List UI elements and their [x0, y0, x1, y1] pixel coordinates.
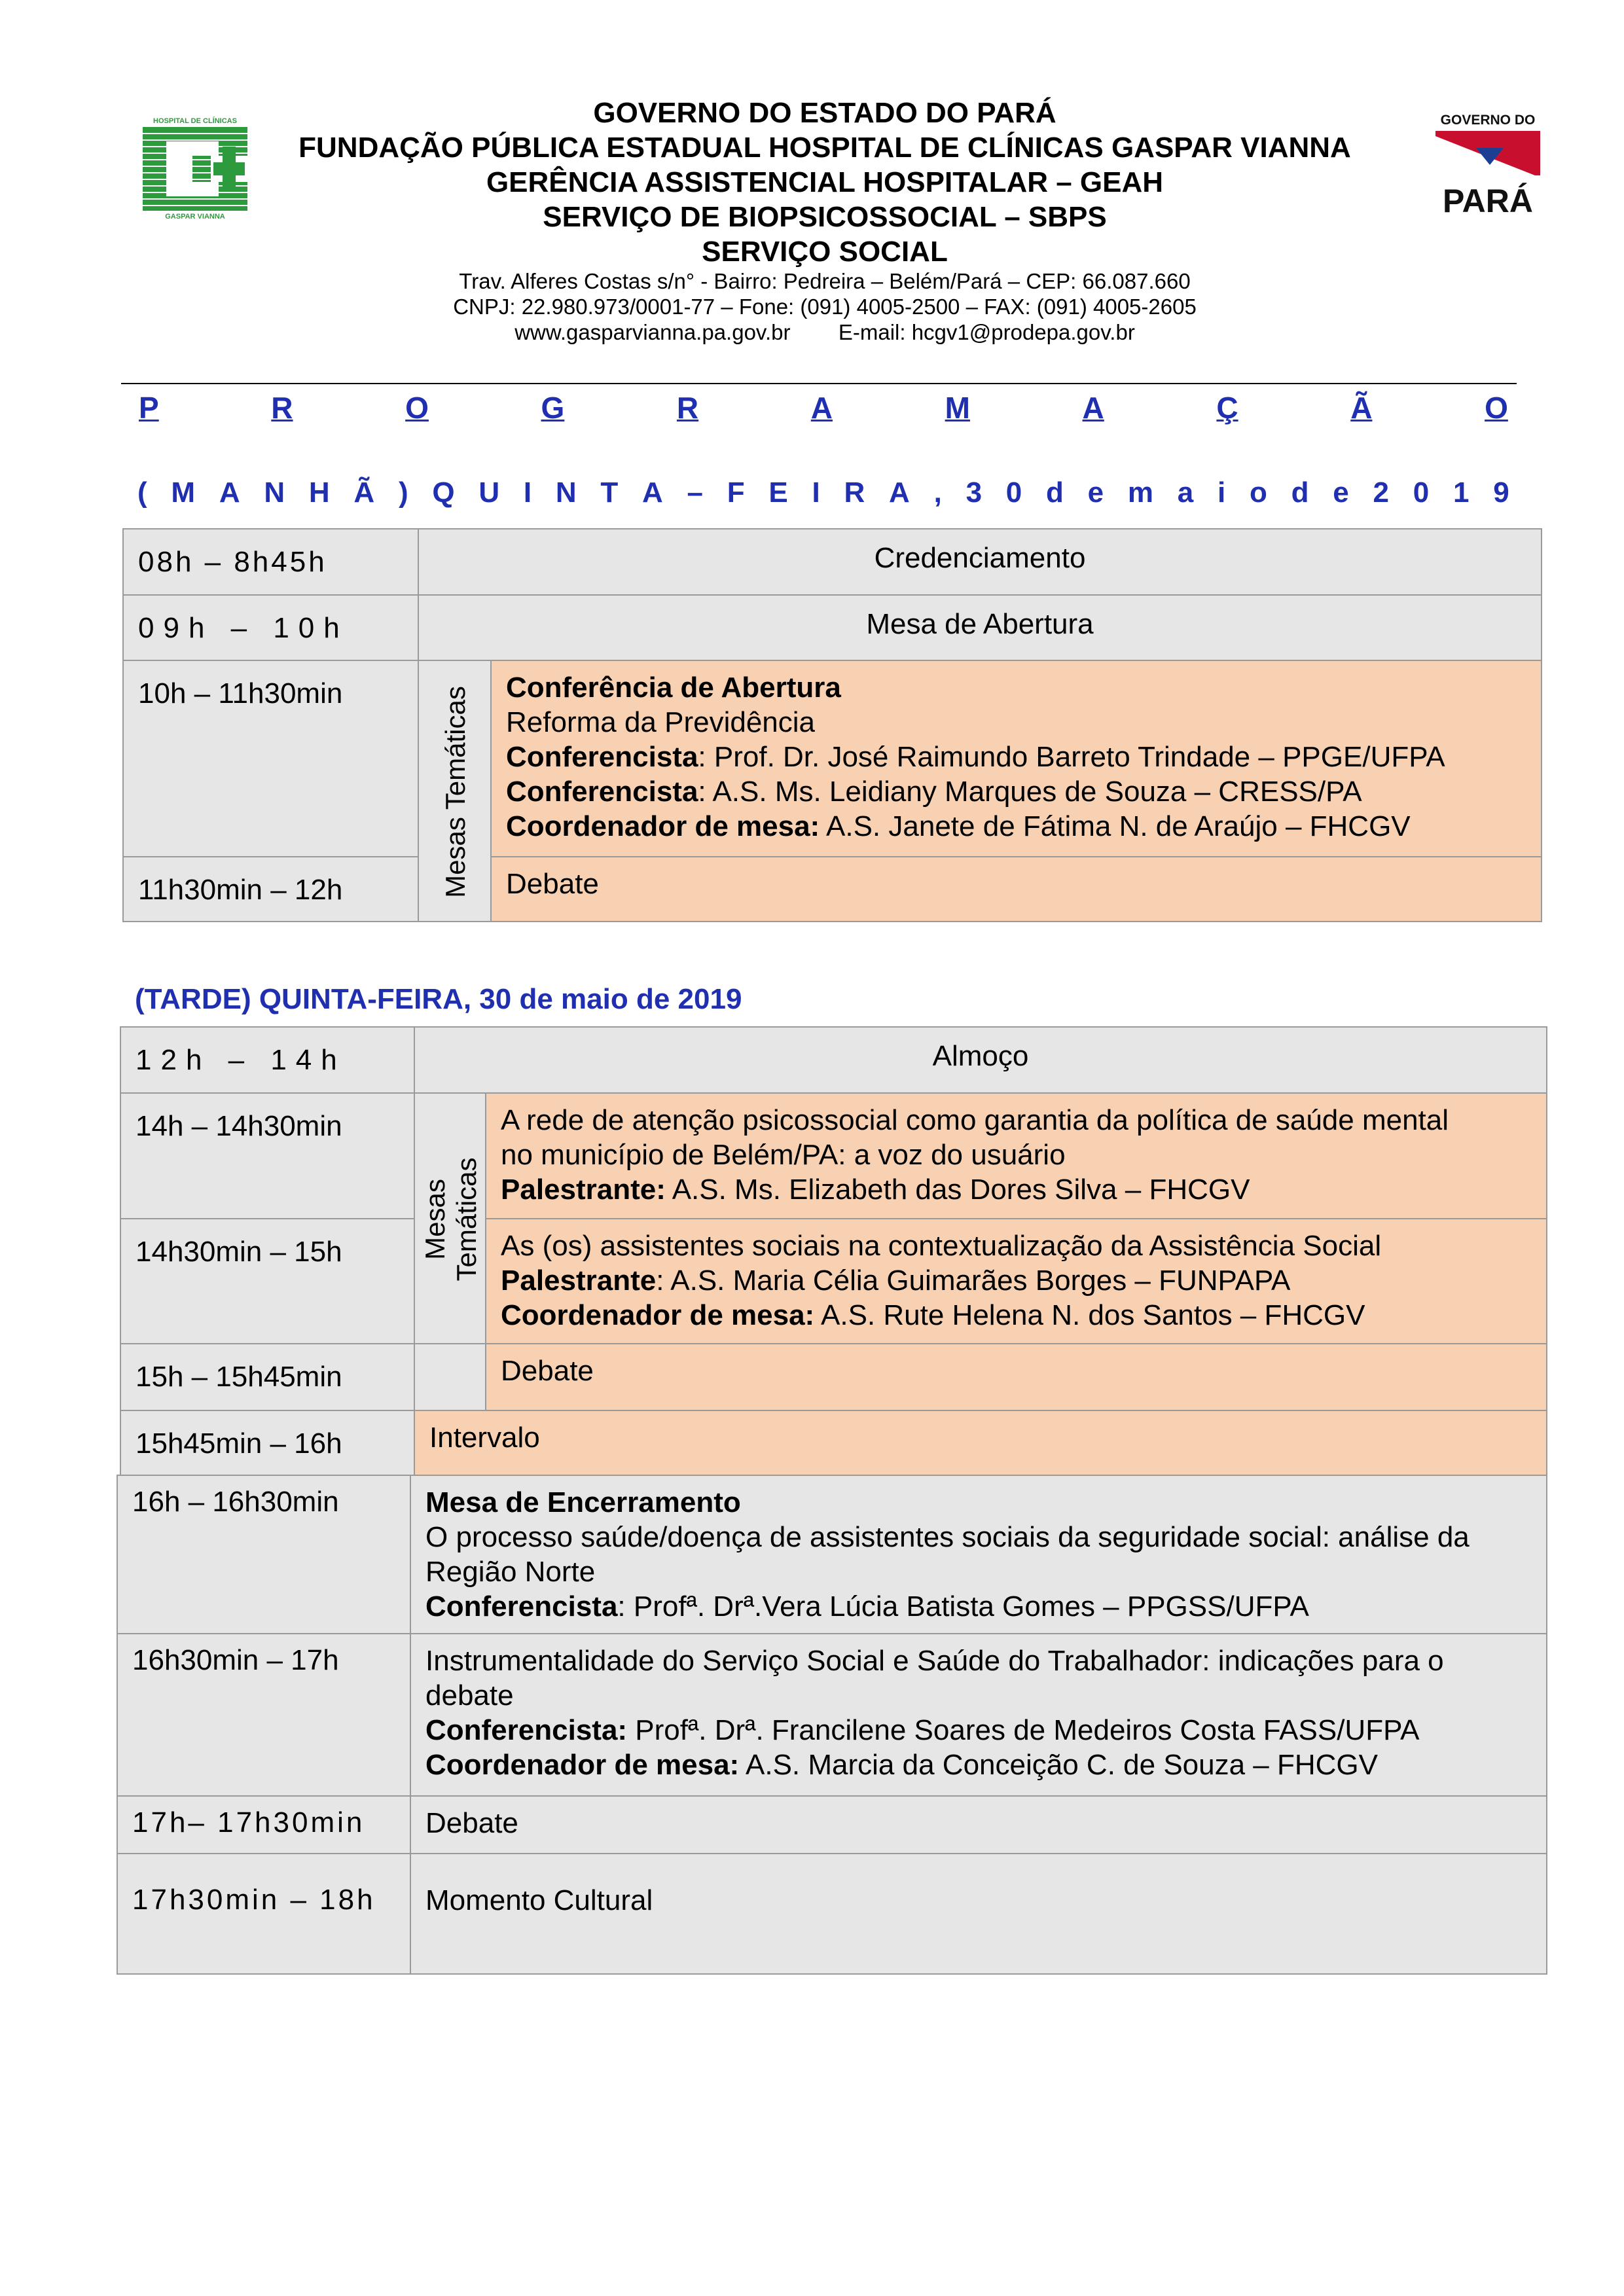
manha-title-char: m	[1127, 476, 1154, 509]
title-letter: P	[139, 391, 159, 425]
manha-title-char: E	[768, 476, 788, 509]
time-cell: 12h – 14h	[120, 1026, 415, 1094]
mesas-tematicas-side-cell	[414, 1092, 486, 1344]
session-text: O processo saúde/doença de assistentes sociais da seguridade social: análise da	[425, 1521, 1470, 1553]
manha-title-char: U	[478, 476, 500, 509]
svg-text:GASPAR VIANNA: GASPAR VIANNA	[165, 213, 225, 220]
manha-title-char: 9	[1493, 476, 1509, 509]
instrumentalidade-cell	[410, 1633, 1547, 1797]
intervalo-cell: Intervalo	[414, 1410, 1547, 1476]
talk-2-cell	[485, 1218, 1547, 1344]
header-line-3: GERÊNCIA ASSISTENCIAL HOSPITALAR – GEAH	[486, 166, 1164, 198]
mesas-tematicas-label: Mesas Temáticas	[440, 686, 471, 898]
manha-title-char: A	[889, 476, 910, 509]
manha-title-char: )	[398, 476, 408, 509]
manha-title-char: F	[727, 476, 745, 509]
debate-cell: Debate	[490, 856, 1542, 922]
coordinator-label: Coordenador de mesa:	[506, 810, 820, 842]
session-text-cont: debate	[425, 1679, 514, 1712]
session-text-cont: Região Norte	[425, 1556, 596, 1588]
talk-title-cont: no município de Belém/PA: a voz do usuário	[501, 1139, 1066, 1171]
manha-title-char: e	[1087, 476, 1104, 509]
time-cell: 09h – 10h	[122, 594, 419, 661]
manha-title-char: A	[219, 476, 240, 509]
time-cell: 11h30min – 12h	[122, 856, 419, 922]
mesa-encerramento-cell	[410, 1475, 1547, 1634]
manha-title-char: T	[600, 476, 619, 509]
conferencia-abertura-cell	[490, 660, 1542, 857]
manha-title-char: H	[308, 476, 330, 509]
hospital-logo	[139, 115, 251, 220]
mesas-tematicas-side-cell	[418, 660, 492, 922]
time-cell: 14h – 14h30min	[120, 1092, 415, 1219]
header-line-5: SERVIÇO SOCIAL	[702, 236, 948, 268]
manha-title-char: 1	[1453, 476, 1470, 509]
session-title: Conferência de Abertura	[506, 672, 841, 704]
header-line-4: SERVIÇO DE BIOPSICOSSOCIAL – SBPS	[543, 201, 1107, 233]
manha-title-char: i	[1218, 476, 1226, 509]
session-title: Mesa de Encerramento	[425, 1486, 741, 1518]
mesa-abertura-cell: Mesa de Abertura	[418, 594, 1542, 661]
speaker-name: : A.S. Maria Célia Guimarães Borges – FUNPAPA	[656, 1265, 1291, 1297]
manha-title-char: 2	[1373, 476, 1389, 509]
time-cell: 10h – 11h30min	[122, 660, 419, 857]
coordinator-label: Coordenador de mesa:	[425, 1749, 740, 1781]
manha-title-char: M	[171, 476, 196, 509]
header-address: Trav. Alferes Costas s/n° - Bairro: Pedreira – Belém/Pará – CEP: 66.087.660	[459, 269, 1191, 293]
manha-title-char: o	[1250, 476, 1267, 509]
time-cell: 14h30min – 15h	[120, 1218, 415, 1344]
coordinator-name: A.S. Janete de Fátima N. de Araújo – FHCGV	[820, 810, 1411, 842]
speaker-label: Conferencista	[506, 741, 698, 773]
governo-para-logo	[1430, 110, 1545, 215]
credenciamento-cell: Credenciamento	[418, 528, 1542, 596]
speaker-label: Palestrante:	[501, 1174, 666, 1206]
title-letter: A	[1082, 391, 1104, 425]
speaker-name: : Profª. Drª.Vera Lúcia Batista Gomes – PPGSS/UFPA	[617, 1590, 1309, 1623]
manha-title-char: N	[555, 476, 577, 509]
title-letter: R	[676, 391, 699, 425]
title-letter: G	[541, 391, 565, 425]
time-cell: 15h – 15h45min	[120, 1343, 415, 1411]
speaker-label: Conferencista	[506, 776, 698, 808]
programacao-title	[139, 390, 1508, 425]
manha-title-char: I	[523, 476, 532, 509]
header-divider	[121, 383, 1517, 384]
svg-text:HOSPITAL DE CLÍNICAS: HOSPITAL DE CLÍNICAS	[153, 117, 237, 125]
manha-title-char: R	[844, 476, 865, 509]
manha-title-char: e	[1333, 476, 1349, 509]
session-subtitle: Reforma da Previdência	[506, 706, 816, 738]
svg-text:GOVERNO DO: GOVERNO DO	[1440, 113, 1536, 128]
speaker-name: A.S. Ms. Elizabeth das Dores Silva – FHCGV	[665, 1174, 1250, 1206]
blank-cell	[414, 1343, 486, 1411]
manha-title-char: A	[642, 476, 663, 509]
coordinator-label: Coordenador de mesa:	[501, 1299, 815, 1331]
session-text: Instrumentalidade do Serviço Social e Saúde do Trabalhador: indicações para o	[425, 1645, 1444, 1677]
almoco-cell: Almoço	[414, 1026, 1547, 1094]
manha-title-char: N	[264, 476, 285, 509]
speaker-label: Conferencista:	[425, 1714, 628, 1746]
momento-cultural-cell: Momento Cultural	[410, 1853, 1547, 1975]
manha-title-char: 3	[965, 476, 983, 509]
speaker-name: Profª. Drª. Francilene Soares de Medeiros Costa FASS/UFPA	[627, 1714, 1420, 1746]
title-letter: Ç	[1216, 391, 1238, 425]
talk-title: A rede de atenção psicossocial como garantia da política de saúde mental	[501, 1104, 1449, 1136]
debate-cell: Debate	[485, 1343, 1547, 1411]
mesas-tematicas-label: Mesas Temáticas	[420, 1157, 482, 1282]
time-cell: 16h30min – 17h	[117, 1633, 411, 1797]
time-cell: 17h30min – 18h	[117, 1853, 411, 1975]
title-letter: O	[405, 391, 429, 425]
speaker-name: : Prof. Dr. José Raimundo Barreto Trindade – PPGE/UFPA	[698, 741, 1445, 773]
manha-title-char: I	[812, 476, 820, 509]
svg-text:PARÁ: PARÁ	[1443, 183, 1533, 215]
manha-title-char: 0	[1005, 476, 1022, 509]
header-line-2: FUNDAÇÃO PÚBLICA ESTADUAL HOSPITAL DE CLÍNICAS GASPAR VIANNA	[298, 132, 1351, 164]
manha-title-char: 0	[1413, 476, 1430, 509]
title-letter: R	[271, 391, 293, 425]
title-letter: Ã	[1350, 391, 1373, 425]
manha-title-char: –	[687, 476, 704, 509]
header-email[interactable]: E-mail: hcgv1@prodepa.gov.br	[838, 320, 1135, 344]
coordinator-name: A.S. Rute Helena N. dos Santos – FHCGV	[814, 1299, 1365, 1331]
coordinator-name: A.S. Marcia da Conceição C. de Souza – FHCGV	[739, 1749, 1378, 1781]
manha-title-char: a	[1177, 476, 1194, 509]
manha-title-char: ,	[933, 476, 942, 509]
header-contact: CNPJ: 22.980.973/0001-77 – Fone: (091) 4005-2500 – FAX: (091) 4005-2605	[453, 295, 1197, 319]
manha-section-title	[137, 476, 1509, 509]
speaker-label: Palestrante	[501, 1265, 657, 1297]
title-letter: A	[810, 391, 833, 425]
header-website[interactable]: www.gasparvianna.pa.gov.br	[514, 320, 791, 344]
talk-1-cell	[485, 1092, 1547, 1219]
speaker-name: : A.S. Ms. Leidiany Marques de Souza – CRESS/PA	[698, 776, 1362, 808]
speaker-label: Conferencista	[425, 1590, 618, 1623]
debate-cell: Debate	[410, 1795, 1547, 1854]
tarde-section-title: (TARDE) QUINTA-FEIRA, 30 de maio de 2019	[135, 983, 742, 1015]
time-cell: 17h– 17h30min	[117, 1795, 411, 1854]
manha-title-char: d	[1046, 476, 1064, 509]
manha-title-char: d	[1291, 476, 1309, 509]
manha-title-char: (	[137, 476, 147, 509]
time-cell: 08h – 8h45h	[122, 528, 419, 596]
manha-title-char: Q	[432, 476, 455, 509]
manha-title-char: Ã	[353, 476, 375, 509]
header-web	[249, 319, 1401, 345]
time-cell: 15h45min – 16h	[120, 1410, 415, 1476]
header-line-1: GOVERNO DO ESTADO DO PARÁ	[593, 97, 1056, 129]
time-cell: 16h – 16h30min	[117, 1475, 411, 1634]
title-letter: M	[945, 391, 970, 425]
title-letter: O	[1485, 391, 1508, 425]
talk-title: As (os) assistentes sociais na contextualização da Assistência Social	[501, 1230, 1382, 1262]
